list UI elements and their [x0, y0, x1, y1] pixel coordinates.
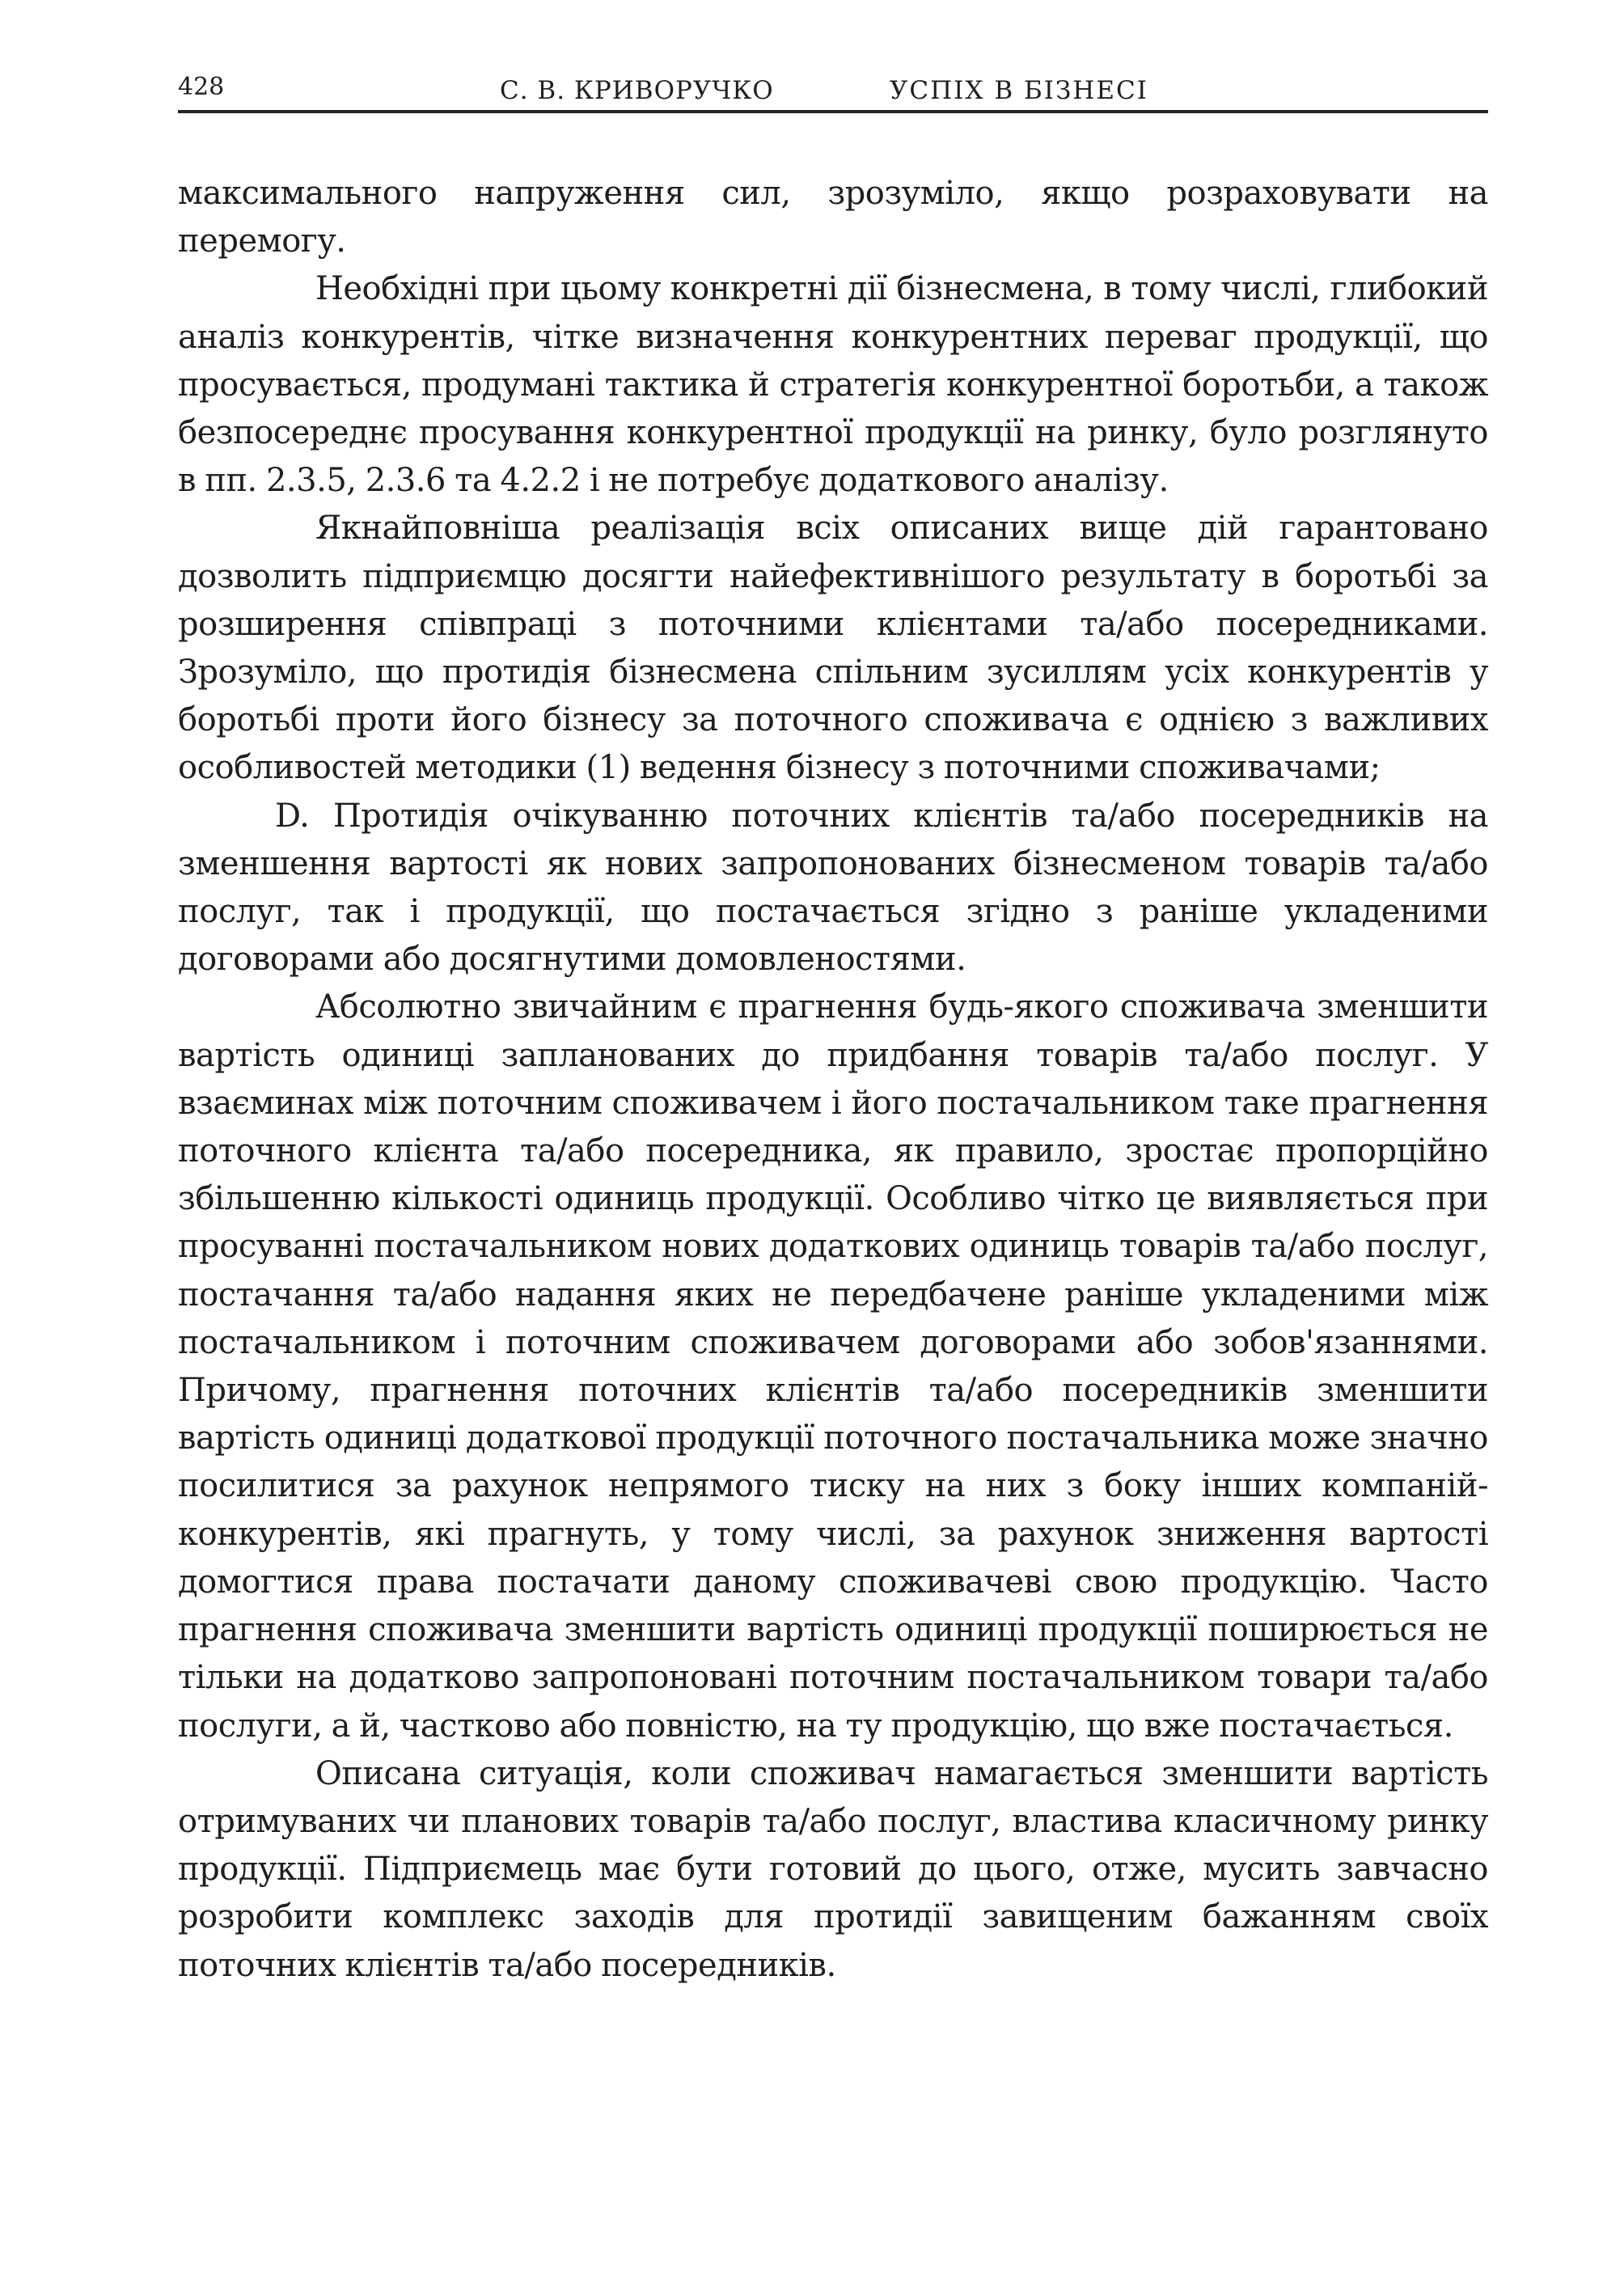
header-author: С. В. КРИВОРУЧКО	[500, 76, 774, 105]
list-item-d: D. Протидія очікуванню поточних клієнтів та/або посередників на зменшення вартості як нових запропонованих бізнесменом товарів та/або послуг, так і продукції, що постачається згідно з раніше укладеними договорами або досягнутими домовленостями.	[178, 797, 1488, 979]
paragraph: Описана ситуація, коли споживач намагається зменшити вартість отримуваних чи планових товарів та/або послуг, властива класичному ринку продукції. Підприємець має бути готовий до цього, отже, мусить завчасно розробити комплекс заходів для протидії завищеним бажанням своїх поточних клієнтів та/або посередників.	[178, 1754, 1488, 1984]
page-body	[178, 170, 1488, 1990]
paragraph: Якнайповніша реалізація всіх описаних вище дій гарантовано дозволить підприємцю досягти найефективнішого результату в боротьбі за розширення співпраці з поточними клієнтами та/або посередниками. Зрозуміло, що протидія бізнесмена спільним зусиллям усіх конкурентів у боротьбі проти його бізнесу за поточного споживача є однією з важливих особливостей методики (1) ведення бізнесу з поточними споживачами;	[178, 510, 1488, 787]
paragraph: Необхідні при цьому конкретні дії бізнесмена, в тому числі, глибокий аналіз конкурентів, чітке визначення конкурентних переваг продукції, що просувається, продумані тактика й стратегія конкурентної боротьби, а також безпосереднє просування конкурентної продукції на ринку, було розглянуто в пп. 2.3.5, 2.3.6 та 4.2.2 і не потребує додаткового аналізу.	[178, 270, 1488, 500]
paragraph: Абсолютно звичайним є прагнення будь-якого споживача зменшити вартість одиниці запланованих до придбання товарів та/або послуг. У взаєминах між поточним споживачем і його постачальником таке прагнення поточного клієнта та/або посередника, як правило, зростає пропорційно збільшенню кількості одиниць продукції. Особливо чітко це виявляється при просуванні постачальником нових додаткових одиниць товарів та/або послуг, постачання та/або надання яких не передбачене раніше укладеними між постачальником і поточним споживачем договорами або зобов'язаннями. Причому, прагнення поточних клієнтів та/або посередників зменшити вартість одиниці додаткової продукції поточного постачальника може значно посилитися за рахунок непрямого тиску на них з боку інших компаній-конкурентів, які прагнуть, у тому числі, за рахунок зниження вартості домогтися права постачати даному споживачеві свою продукцію. Часто прагнення споживача зменшити вартість одиниці продукції поширюється не тільки на додатково запропоновані поточним постачальником товари та/або послуги, а й, частково або повністю, на ту продукцію, що вже постачається.	[178, 988, 1488, 1745]
running-header	[178, 70, 1488, 113]
header-book-title: УСПІХ В БІЗНЕСІ	[890, 76, 1148, 105]
page-number: 428	[178, 73, 225, 101]
paragraph: максимального напруження сил, зрозуміло, якщо розраховувати на перемогу.	[178, 175, 1488, 260]
